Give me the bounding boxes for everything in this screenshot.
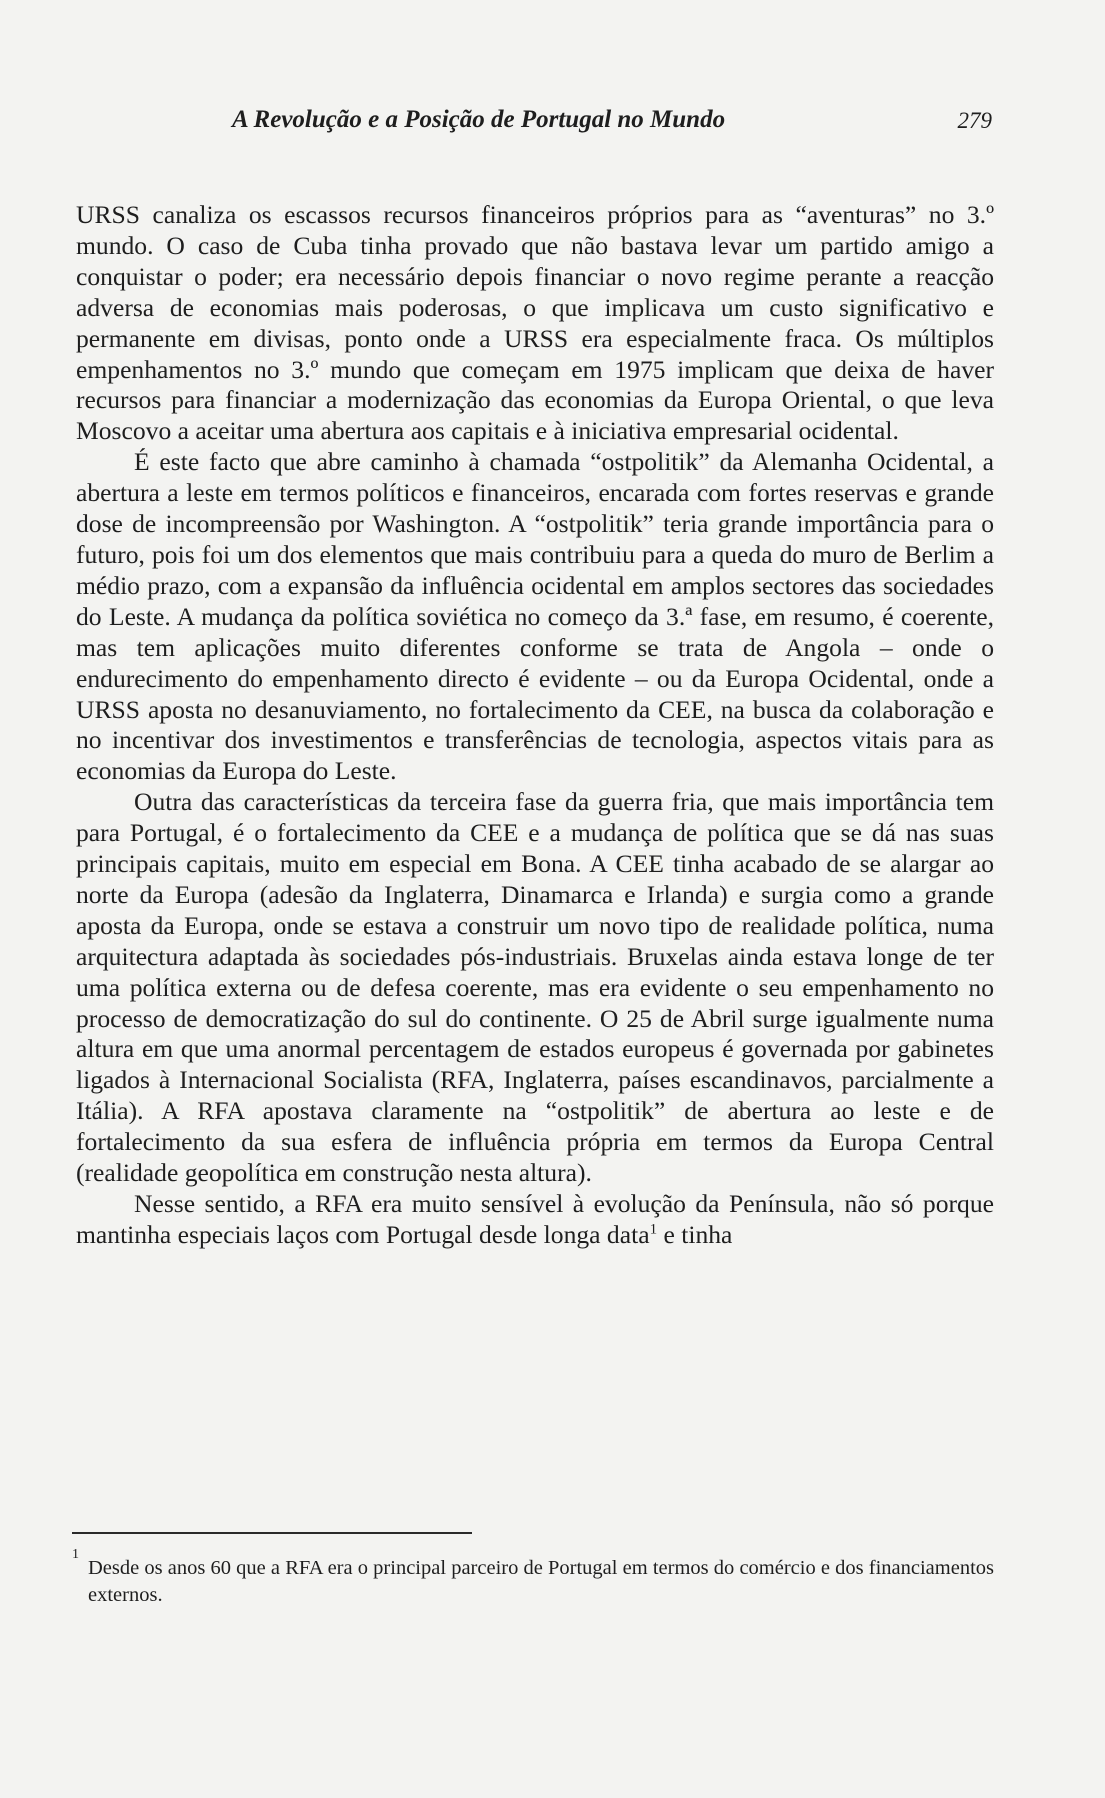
paragraph-4-text: Nesse sentido, a RFA era muito sensível à evolução da Península, não só porque mantinha especiais laços com Portugal desde longa data [76,1189,994,1249]
paragraph-3 [76,787,994,1189]
footnote-mark: 1 [72,1547,79,1562]
footnote-separator [72,1532,472,1534]
paragraph-4 [76,1189,994,1251]
running-header [232,106,992,142]
running-title: A Revolução e a Posição de Portugal no Mundo [232,106,726,133]
paragraph-1-text: URSS canaliza os escassos recursos financeiros próprios para as “aventuras” no 3.º mundo. O caso de Cuba tinha provado que não bastava levar um partido amigo a conquistar o poder; era necessário depois financiar o novo regime perante a reacção adversa de economias mais poderosas, o que implicava um custo significativo e permanente em divisas, ponto onde a URSS era especialmente fraca. Os múltiplos empenhamentos no 3.º mundo que começam em 1975 implicam que deixa de haver recursos para financiar a modernização das economias da Europa Oriental, o que leva Moscovo a aceitar uma abertura aos capitais e à iniciativa empresarial ocidental. [76,200,994,446]
paragraph-3-text: Outra das características da terceira fase da guerra fria, que mais importância tem para Portugal, é o fortalecimento da CEE e a mudança de política que se dá nas suas principais capitais, muito em especial em Bona. A CEE tinha acabado de se alargar ao norte da Europa (adesão da Inglaterra, Dinamarca e Irlanda) e surgia como a grande aposta da Europa, onde se estava a construir um novo tipo de realidade política, numa arquitectura adaptada às sociedades pós-industriais. Bruxelas ainda estava longe de ter uma política externa ou de defesa coerente, mas era evidente o seu empenhamento no processo de democratização do sul do continente. O 25 de Abril surge igualmente numa altura em que uma anormal percentagem de estados europeus é governada por gabinetes ligados à Internacional Socialista (RFA, Inglaterra, países escandinavos, parcialmente a Itália). A RFA apostava claramente na “ostpolitik” de abertura ao leste e de fortalecimento da sua esfera de influência própria em termos da Europa Central (realidade geopolítica em construção nesta altura). [76,787,994,1188]
footnote-text: Desde os anos 60 que a RFA era o principal parceiro de Portugal em termos do comércio e dos financiamentos externos. [88,1557,994,1606]
page-number: 279 [957,108,992,133]
footnote-reference[interactable]: 1 [649,1221,658,1238]
body-text [76,200,994,1251]
paragraph-4-text-end: e tinha [657,1219,733,1249]
paragraph-2 [76,447,994,787]
paragraph-1 [76,200,994,447]
paragraph-2-text: É este facto que abre caminho à chamada “ostpolitik” da Alemanha Ocidental, a abertura a leste em termos políticos e financeiros, encarada com fortes reservas e grande dose de incompreensão por Washington. A “ostpolitik” teria grande importância para o futuro, pois foi um dos elementos que mais contribuiu para a queda do muro de Berlim a médio prazo, com a expansão da influência ocidental em amplos sectores das sociedades do Leste. A mudança da política soviética no começo da 3.ª fase, em resumo, é coerente, mas tem aplicações muito diferentes conforme se trata de Angola – onde o endurecimento do empenhamento directo é evidente – ou da Europa Ocidental, onde a URSS aposta no desanuviamento, no fortalecimento da CEE, na busca da colaboração e no incentivar dos investimentos e transferências de tecnologia, aspectos vitais para as economias da Europa do Leste. [76,447,994,786]
